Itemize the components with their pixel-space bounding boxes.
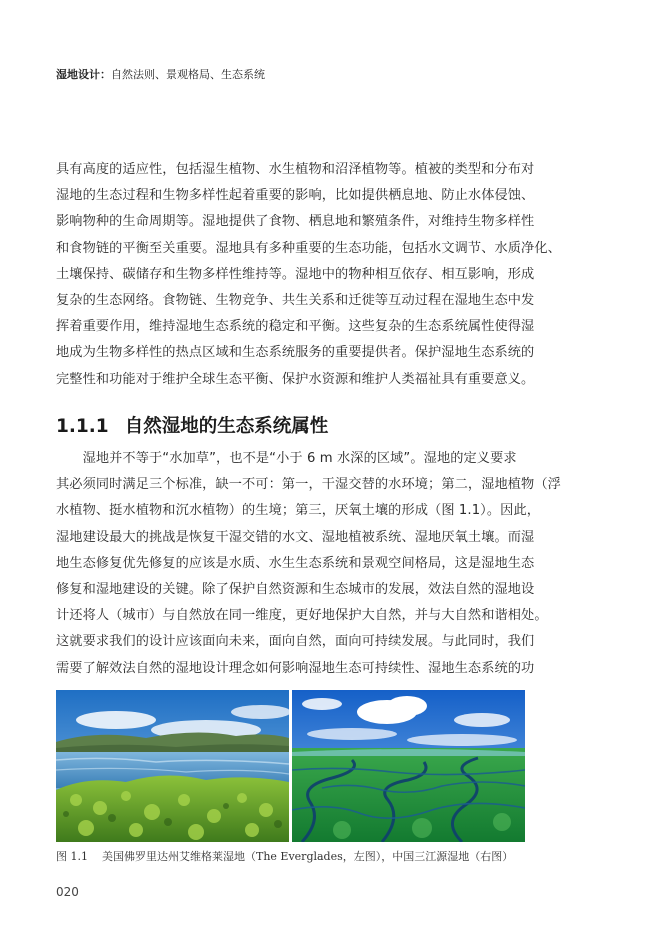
running-header — [56, 66, 265, 82]
everglades-wetland-photo — [56, 690, 289, 842]
text-line: 湿地并不等于“水加草”，也不是“小于 6 m 水深的区域”。湿地的定义要求 — [56, 451, 517, 466]
section-number: 1.1.1 — [56, 416, 109, 437]
sanjiangyuan-photo-illustration — [292, 690, 525, 842]
figure-caption-text: 美国佛罗里达州艾维格莱湿地（The Everglades，左图），中国三江源湿地（右图） — [102, 850, 514, 863]
page-number: 020 — [56, 885, 79, 899]
text-line: 计还将人（城市）与自然放在同一维度，更好地保护大自然，并与大自然和谐相处。 — [56, 608, 548, 624]
text-line: 湿地的生态过程和生物多样性起着重要的影响，比如提供栖息地、防止水体侵蚀、 — [56, 188, 535, 204]
text-line: 其必须同时满足三个标准，缺一不可：第一，干湿交替的水环境；第二，湿地植物（浮 — [56, 477, 561, 493]
text-line: 水植物、挺水植物和沉水植物）的生境；第三，厌氧土壤的形成（图 1.1）。因此， — [56, 503, 541, 519]
figure-caption — [56, 848, 513, 864]
text-line: 土壤保持、碳储存和生物多样性维持等。湿地中的物种相互依存、相互影响，形成 — [56, 266, 535, 282]
sanjiangyuan-wetland-photo — [292, 690, 525, 842]
text-line: 湿地建设最大的挑战是恢复干湿交错的水文、湿地植被系统、湿地厌氧土壤。而湿 — [56, 529, 535, 545]
body-paragraph-1 — [56, 157, 616, 393]
text-line: 地生态修复优先修复的应该是水质、水生生态系统和景观空间格局，这是湿地生态 — [56, 555, 535, 571]
text-line: 修复和湿地建设的关键。除了保护自然资源和生态城市的发展，效法自然的湿地设 — [56, 581, 535, 597]
text-line: 具有高度的适应性，包括湿生植物、水生植物和沼泽植物等。植被的类型和分布对 — [56, 162, 535, 177]
section-heading — [56, 412, 328, 438]
text-line: 复杂的生态网络。食物链、生物竞争、共生关系和迁徙等互动过程在湿地生态中发 — [56, 292, 535, 308]
text-line: 影响物种的生命周期等。湿地提供了食物、栖息地和繁殖条件，对维持生物多样性 — [56, 214, 535, 230]
running-header-book-title: 湿地设计： — [56, 68, 111, 81]
text-line: 这就要求我们的设计应该面向未来，面向自然，面向可持续发展。与此同时，我们 — [56, 634, 535, 650]
text-line: 和食物链的平衡至关重要。湿地具有多种重要的生态功能，包括水文调节、水质净化、 — [56, 240, 561, 256]
body-paragraph-2 — [56, 446, 616, 682]
text-line: 挥着重要作用，维持湿地生态系统的稳定和平衡。这些复杂的生态系统属性使得湿 — [56, 319, 535, 335]
figure-number: 图 1.1 — [56, 850, 88, 863]
text-line: 完整性和功能对于维护全球生态平衡、保护水资源和维护人类福祉具有重要意义。 — [56, 371, 535, 387]
everglades-photo-illustration — [56, 690, 289, 842]
running-header-subtitle: 自然法则、景观格局、生态系统 — [111, 68, 265, 81]
text-line: 需要了解效法自然的湿地设计理念如何影响湿地生态可持续性、湿地生态系统的功 — [56, 660, 535, 676]
text-line: 地成为生物多样性的热点区域和生态系统服务的重要提供者。保护湿地生态系统的 — [56, 345, 535, 361]
section-title: 自然湿地的生态系统属性 — [124, 416, 329, 437]
